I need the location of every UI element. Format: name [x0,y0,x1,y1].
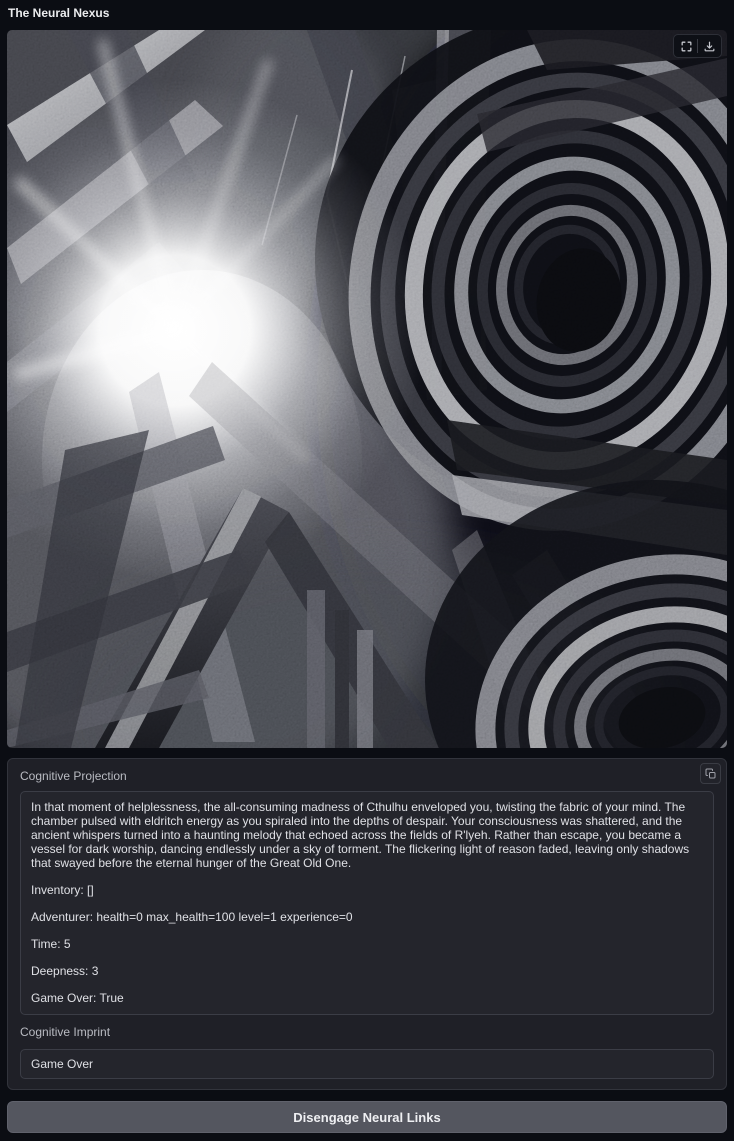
copy-icon [705,768,717,780]
fullscreen-icon [680,40,693,53]
download-icon [703,40,716,53]
scene-image [7,30,727,748]
disengage-button[interactable]: Disengage Neural Links [7,1101,727,1133]
scene-artwork [7,30,727,748]
image-toolbar [673,34,722,58]
app-title: The Neural Nexus [8,6,110,20]
download-button[interactable] [698,36,720,56]
imprint-label: Cognitive Imprint [20,1025,111,1039]
copy-button[interactable] [700,763,721,784]
fullscreen-button[interactable] [675,36,697,56]
projection-textarea[interactable] [20,791,714,1015]
stat-deepness: Deepness: 3 [31,964,99,978]
stat-game-over: Game Over: True [31,991,124,1005]
form-panel [7,758,727,1090]
projection-label: Cognitive Projection [20,769,127,783]
stat-adventurer: Adventurer: health=0 max_health=100 level=1 experience=0 [31,910,353,924]
stat-inventory: Inventory: [] [31,883,94,897]
imprint-input[interactable] [20,1049,714,1079]
story-text: In that moment of helplessness, the all-consuming madness of Cthulhu enveloped you, twisting the fabric of your mind. The chamber pulsed with eldritch energy as you spiraled into the depths of despair. Your consciousness was shattered, and the ancient whispers turned into a haunting melody that echoed across the fields of R'lyeh. Rather than escape, you became a vessel for dark worship, dancing endlessly under a sky of torment. The flickering light of reason faded, leaving only shadows that swayed before the eternal hunger of the Great Old One. [31,800,690,870]
stat-time: Time: 5 [31,937,71,951]
